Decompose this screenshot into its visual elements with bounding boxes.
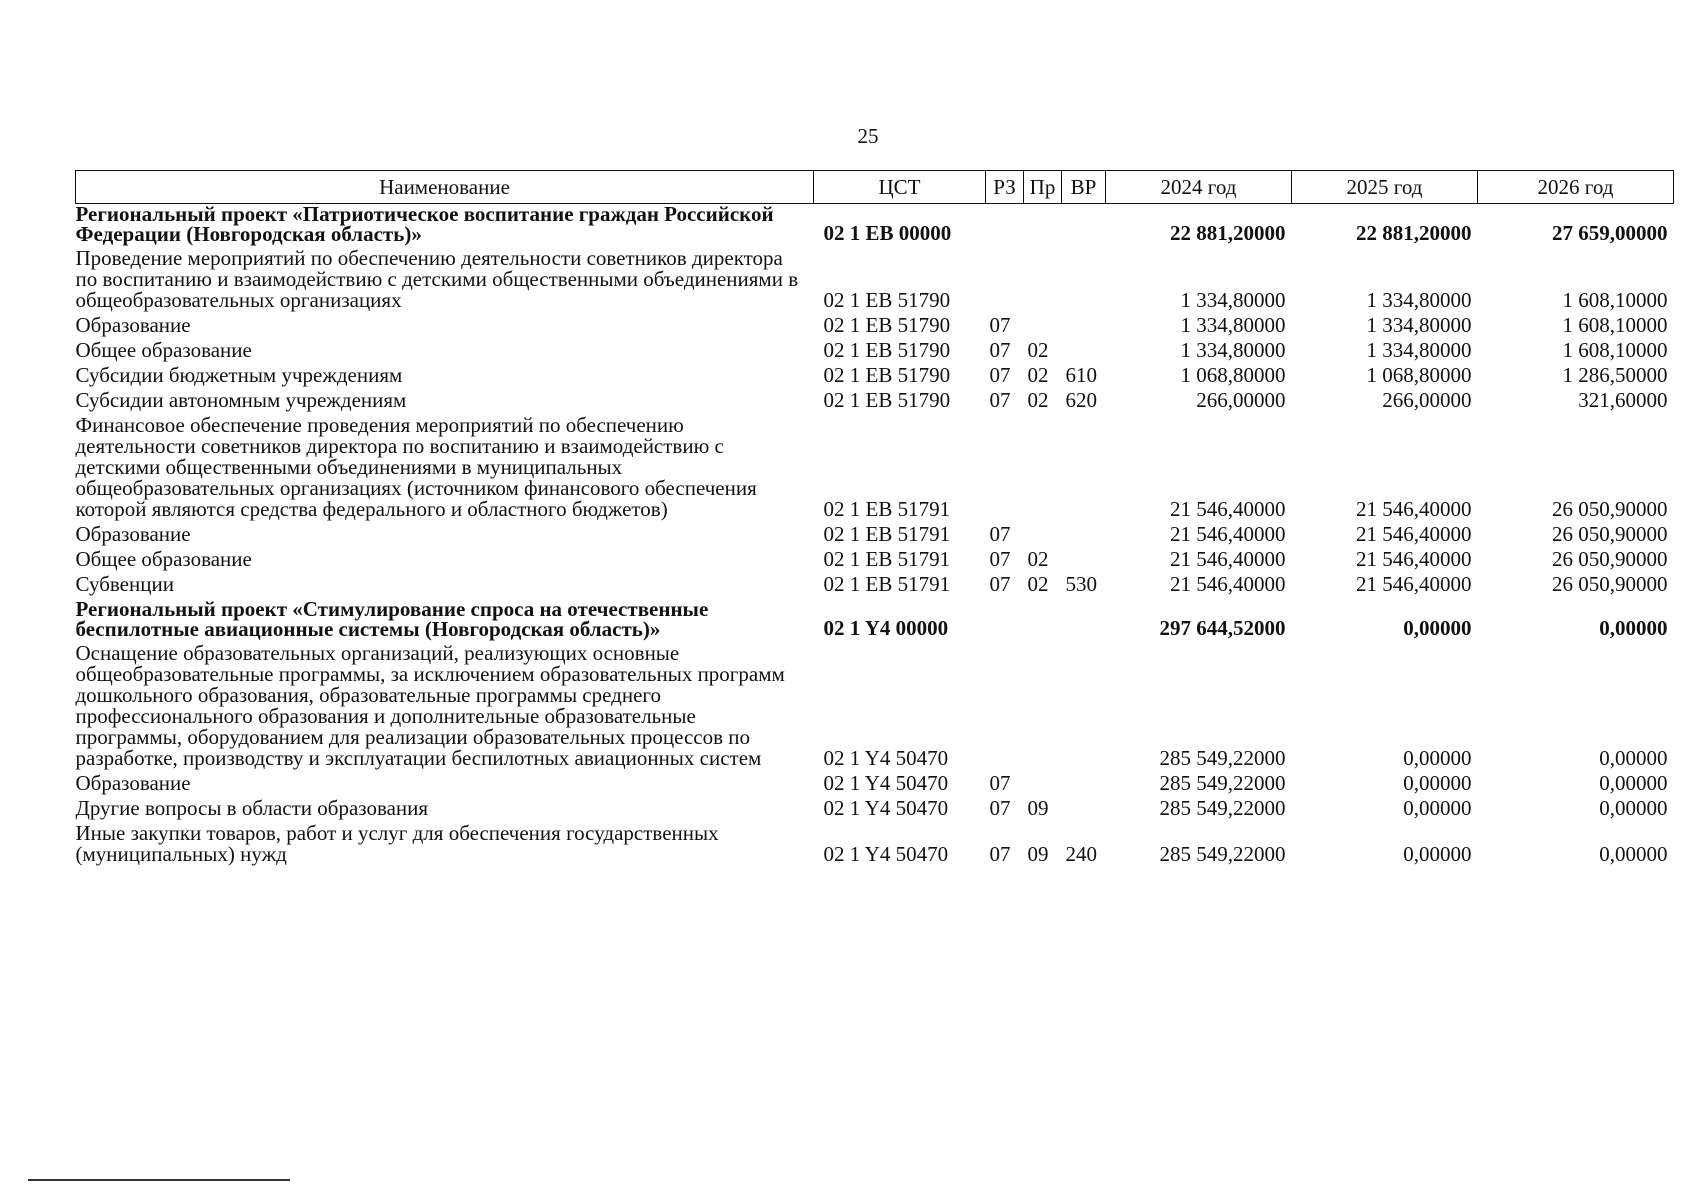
cell-2024: 1 334,80000 <box>1180 288 1286 312</box>
cell-name: Образование <box>75 522 191 546</box>
cell-name: Общее образование <box>75 547 252 571</box>
cell-2024: 21 546,40000 <box>1170 572 1286 596</box>
cell-vr <box>1062 524 1106 549</box>
header-rz: РЗ <box>986 171 1024 204</box>
cell-rz <box>986 248 1024 315</box>
cell-2026: 1 608,10000 <box>1562 288 1668 312</box>
cell-2024: 285 549,22000 <box>1159 842 1286 866</box>
cell-2026: 321,60000 <box>1578 388 1668 412</box>
cell-rz <box>986 204 1024 249</box>
cell-rz <box>986 415 1024 524</box>
cell-2024: 21 546,40000 <box>1170 547 1286 571</box>
cell-vr: 620 <box>1065 388 1097 412</box>
cell-rz: 07 <box>989 842 1011 866</box>
cell-pr: 02 <box>1027 338 1049 362</box>
cell-vr <box>1062 315 1106 340</box>
cell-2026: 0,00000 <box>1599 616 1668 640</box>
cell-cst: 02 1 ЕВ 51790 <box>823 313 951 337</box>
cell-vr <box>1062 798 1106 823</box>
cell-pr: 09 <box>1027 796 1049 820</box>
cell-2026: 1 608,10000 <box>1562 338 1668 362</box>
cell-2026: 0,00000 <box>1599 796 1668 820</box>
cell-cst: 02 1 Y4 00000 <box>823 616 949 640</box>
cell-rz: 07 <box>989 547 1011 571</box>
cell-2025: 22 881,20000 <box>1356 221 1472 245</box>
cell-2026: 0,00000 <box>1599 842 1668 866</box>
cell-2026: 1 286,50000 <box>1562 363 1668 387</box>
cell-vr <box>1062 549 1106 574</box>
cell-name: Оснащение образовательных организаций, реализующих основные общеобразовательные программы, за исключением образовательных программ дошкольного образования, образовательные программы среднего профессионального образования и дополнительные образовательные программы, оборудованием для реализации образовательных процессов по разработке, производству и эксплуатации беспилотных авиационных систем <box>75 641 785 770</box>
cell-name: Субсидии бюджетным учреждениям <box>75 363 403 387</box>
table-row <box>76 823 1674 869</box>
cell-cst: 02 1 ЕВ 51790 <box>823 288 951 312</box>
table-row <box>76 365 1674 390</box>
table-row <box>76 549 1674 574</box>
cell-name: Финансовое обеспечение проведения мероприятий по обеспечению деятельности советников директора по воспитанию и взаимодействию с детскими общественными объединениями в муниципальных общеобразовательных организациях (источником финансового обеспечения которой являются средства федерального и областного бюджетов) <box>75 413 757 521</box>
cell-vr <box>1062 643 1106 773</box>
cell-2025: 0,00000 <box>1403 746 1472 770</box>
cell-vr <box>1062 773 1106 798</box>
cell-pr <box>1024 248 1062 315</box>
cell-2025: 1 334,80000 <box>1366 338 1472 362</box>
cell-vr <box>1062 248 1106 315</box>
cell-2024: 285 549,22000 <box>1159 771 1286 795</box>
table-row <box>76 773 1674 798</box>
budget-table <box>75 170 1674 869</box>
cell-pr <box>1024 643 1062 773</box>
table-row <box>76 415 1674 524</box>
cell-2025: 21 546,40000 <box>1356 572 1472 596</box>
cell-name: Образование <box>75 313 191 337</box>
cell-2024: 1 334,80000 <box>1180 313 1286 337</box>
cell-rz: 07 <box>989 338 1011 362</box>
cell-name: Общее образование <box>75 338 252 362</box>
cell-2026: 1 608,10000 <box>1562 313 1668 337</box>
cell-name: Региональный проект «Стимулирование спроса на отечественные беспилотные авиационные системы (Новгородская область)» <box>75 597 709 641</box>
cell-cst: 02 1 ЕВ 51791 <box>823 572 951 596</box>
cell-cst: 02 1 ЕВ 51790 <box>823 388 951 412</box>
cell-2024: 266,00000 <box>1196 388 1286 412</box>
cell-cst: 02 1 Y4 50470 <box>823 796 949 820</box>
cell-name: Другие вопросы в области образования <box>75 796 429 820</box>
cell-vr: 530 <box>1065 572 1097 596</box>
cell-cst: 02 1 ЕВ 51790 <box>823 363 951 387</box>
table-row <box>76 315 1674 340</box>
cell-pr <box>1024 204 1062 249</box>
cell-rz: 07 <box>989 771 1011 795</box>
cell-2026: 0,00000 <box>1599 746 1668 770</box>
cell-2025: 21 546,40000 <box>1356 522 1472 546</box>
cell-vr: 610 <box>1065 363 1097 387</box>
table-row <box>76 574 1674 599</box>
table-row <box>76 390 1674 415</box>
cell-rz <box>986 599 1024 643</box>
cell-name: Региональный проект «Патриотическое воспитание граждан Российской Федерации (Новгородская область)» <box>75 202 774 246</box>
cell-pr <box>1024 599 1062 643</box>
table-row <box>76 524 1674 549</box>
footer-divider <box>28 1179 290 1181</box>
header-vr: ВР <box>1062 171 1106 204</box>
cell-cst: 02 1 Y4 50470 <box>823 771 949 795</box>
cell-pr <box>1024 315 1062 340</box>
cell-cst: 02 1 ЕВ 51791 <box>823 497 951 521</box>
cell-2025: 0,00000 <box>1403 616 1472 640</box>
cell-2024: 21 546,40000 <box>1170 522 1286 546</box>
cell-cst: 02 1 ЕВ 51791 <box>823 547 951 571</box>
cell-name: Субвенции <box>75 572 174 596</box>
cell-pr <box>1024 524 1062 549</box>
cell-pr: 02 <box>1027 363 1049 387</box>
table-row <box>76 643 1674 773</box>
cell-2024: 1 068,80000 <box>1180 363 1286 387</box>
cell-2024: 21 546,40000 <box>1170 497 1286 521</box>
cell-cst: 02 1 ЕВ 00000 <box>823 221 952 245</box>
cell-pr: 02 <box>1027 572 1049 596</box>
cell-2024: 22 881,20000 <box>1170 221 1286 245</box>
cell-2025: 0,00000 <box>1403 842 1472 866</box>
section-row <box>76 599 1674 643</box>
page-number: 25 <box>857 124 879 148</box>
header-2024: 2024 год <box>1106 171 1292 204</box>
table-row <box>76 248 1674 315</box>
cell-2026: 26 050,90000 <box>1552 497 1668 521</box>
cell-2026: 26 050,90000 <box>1552 522 1668 546</box>
cell-2025: 1 068,80000 <box>1366 363 1472 387</box>
cell-2025: 0,00000 <box>1403 796 1472 820</box>
cell-rz: 07 <box>989 572 1011 596</box>
cell-name: Субсидии автономным учреждениям <box>75 388 407 412</box>
cell-rz: 07 <box>989 796 1011 820</box>
cell-vr: 240 <box>1065 842 1097 866</box>
cell-vr <box>1062 204 1106 249</box>
header-2025: 2025 год <box>1292 171 1478 204</box>
cell-rz: 07 <box>989 388 1011 412</box>
cell-rz: 07 <box>989 522 1011 546</box>
cell-pr: 09 <box>1027 842 1049 866</box>
cell-2025: 1 334,80000 <box>1366 313 1472 337</box>
cell-cst: 02 1 Y4 50470 <box>823 842 949 866</box>
cell-2026: 0,00000 <box>1599 771 1668 795</box>
cell-2024: 285 549,22000 <box>1159 746 1286 770</box>
cell-2024: 285 549,22000 <box>1159 796 1286 820</box>
cell-2025: 266,00000 <box>1382 388 1472 412</box>
cell-2025: 21 546,40000 <box>1356 547 1472 571</box>
table-row <box>76 340 1674 365</box>
table-header <box>76 171 1674 204</box>
cell-name: Иные закупки товаров, работ и услуг для обеспечения государственных (муниципальных) нужд <box>75 821 719 866</box>
header-name: Наименование <box>76 171 814 204</box>
header-cst: ЦСТ <box>814 171 986 204</box>
cell-2026: 27 659,00000 <box>1552 221 1668 245</box>
cell-rz: 07 <box>989 313 1011 337</box>
cell-2026: 26 050,90000 <box>1552 572 1668 596</box>
cell-cst: 02 1 ЕВ 51791 <box>823 522 951 546</box>
cell-pr: 02 <box>1027 547 1049 571</box>
cell-2024: 297 644,52000 <box>1159 616 1286 640</box>
cell-vr <box>1062 415 1106 524</box>
cell-2025: 1 334,80000 <box>1366 288 1472 312</box>
cell-2025: 21 546,40000 <box>1356 497 1472 521</box>
cell-2026: 26 050,90000 <box>1552 547 1668 571</box>
cell-pr: 02 <box>1027 388 1049 412</box>
header-pr: Пр <box>1024 171 1062 204</box>
cell-name: Проведение мероприятий по обеспечению деятельности советников директора по воспитанию и взаимодействию с детскими общественными объединениями в общеобразовательных организациях <box>75 246 799 312</box>
section-row <box>76 204 1674 249</box>
cell-rz: 07 <box>989 363 1011 387</box>
cell-cst: 02 1 Y4 50470 <box>823 746 949 770</box>
table-body <box>76 204 1674 870</box>
cell-2025: 0,00000 <box>1403 771 1472 795</box>
cell-pr <box>1024 415 1062 524</box>
cell-pr <box>1024 773 1062 798</box>
table-row <box>76 798 1674 823</box>
cell-cst: 02 1 ЕВ 51790 <box>823 338 951 362</box>
cell-rz <box>986 643 1024 773</box>
cell-name: Образование <box>75 771 191 795</box>
cell-vr <box>1062 599 1106 643</box>
cell-2024: 1 334,80000 <box>1180 338 1286 362</box>
cell-vr <box>1062 340 1106 365</box>
header-2026: 2026 год <box>1478 171 1674 204</box>
